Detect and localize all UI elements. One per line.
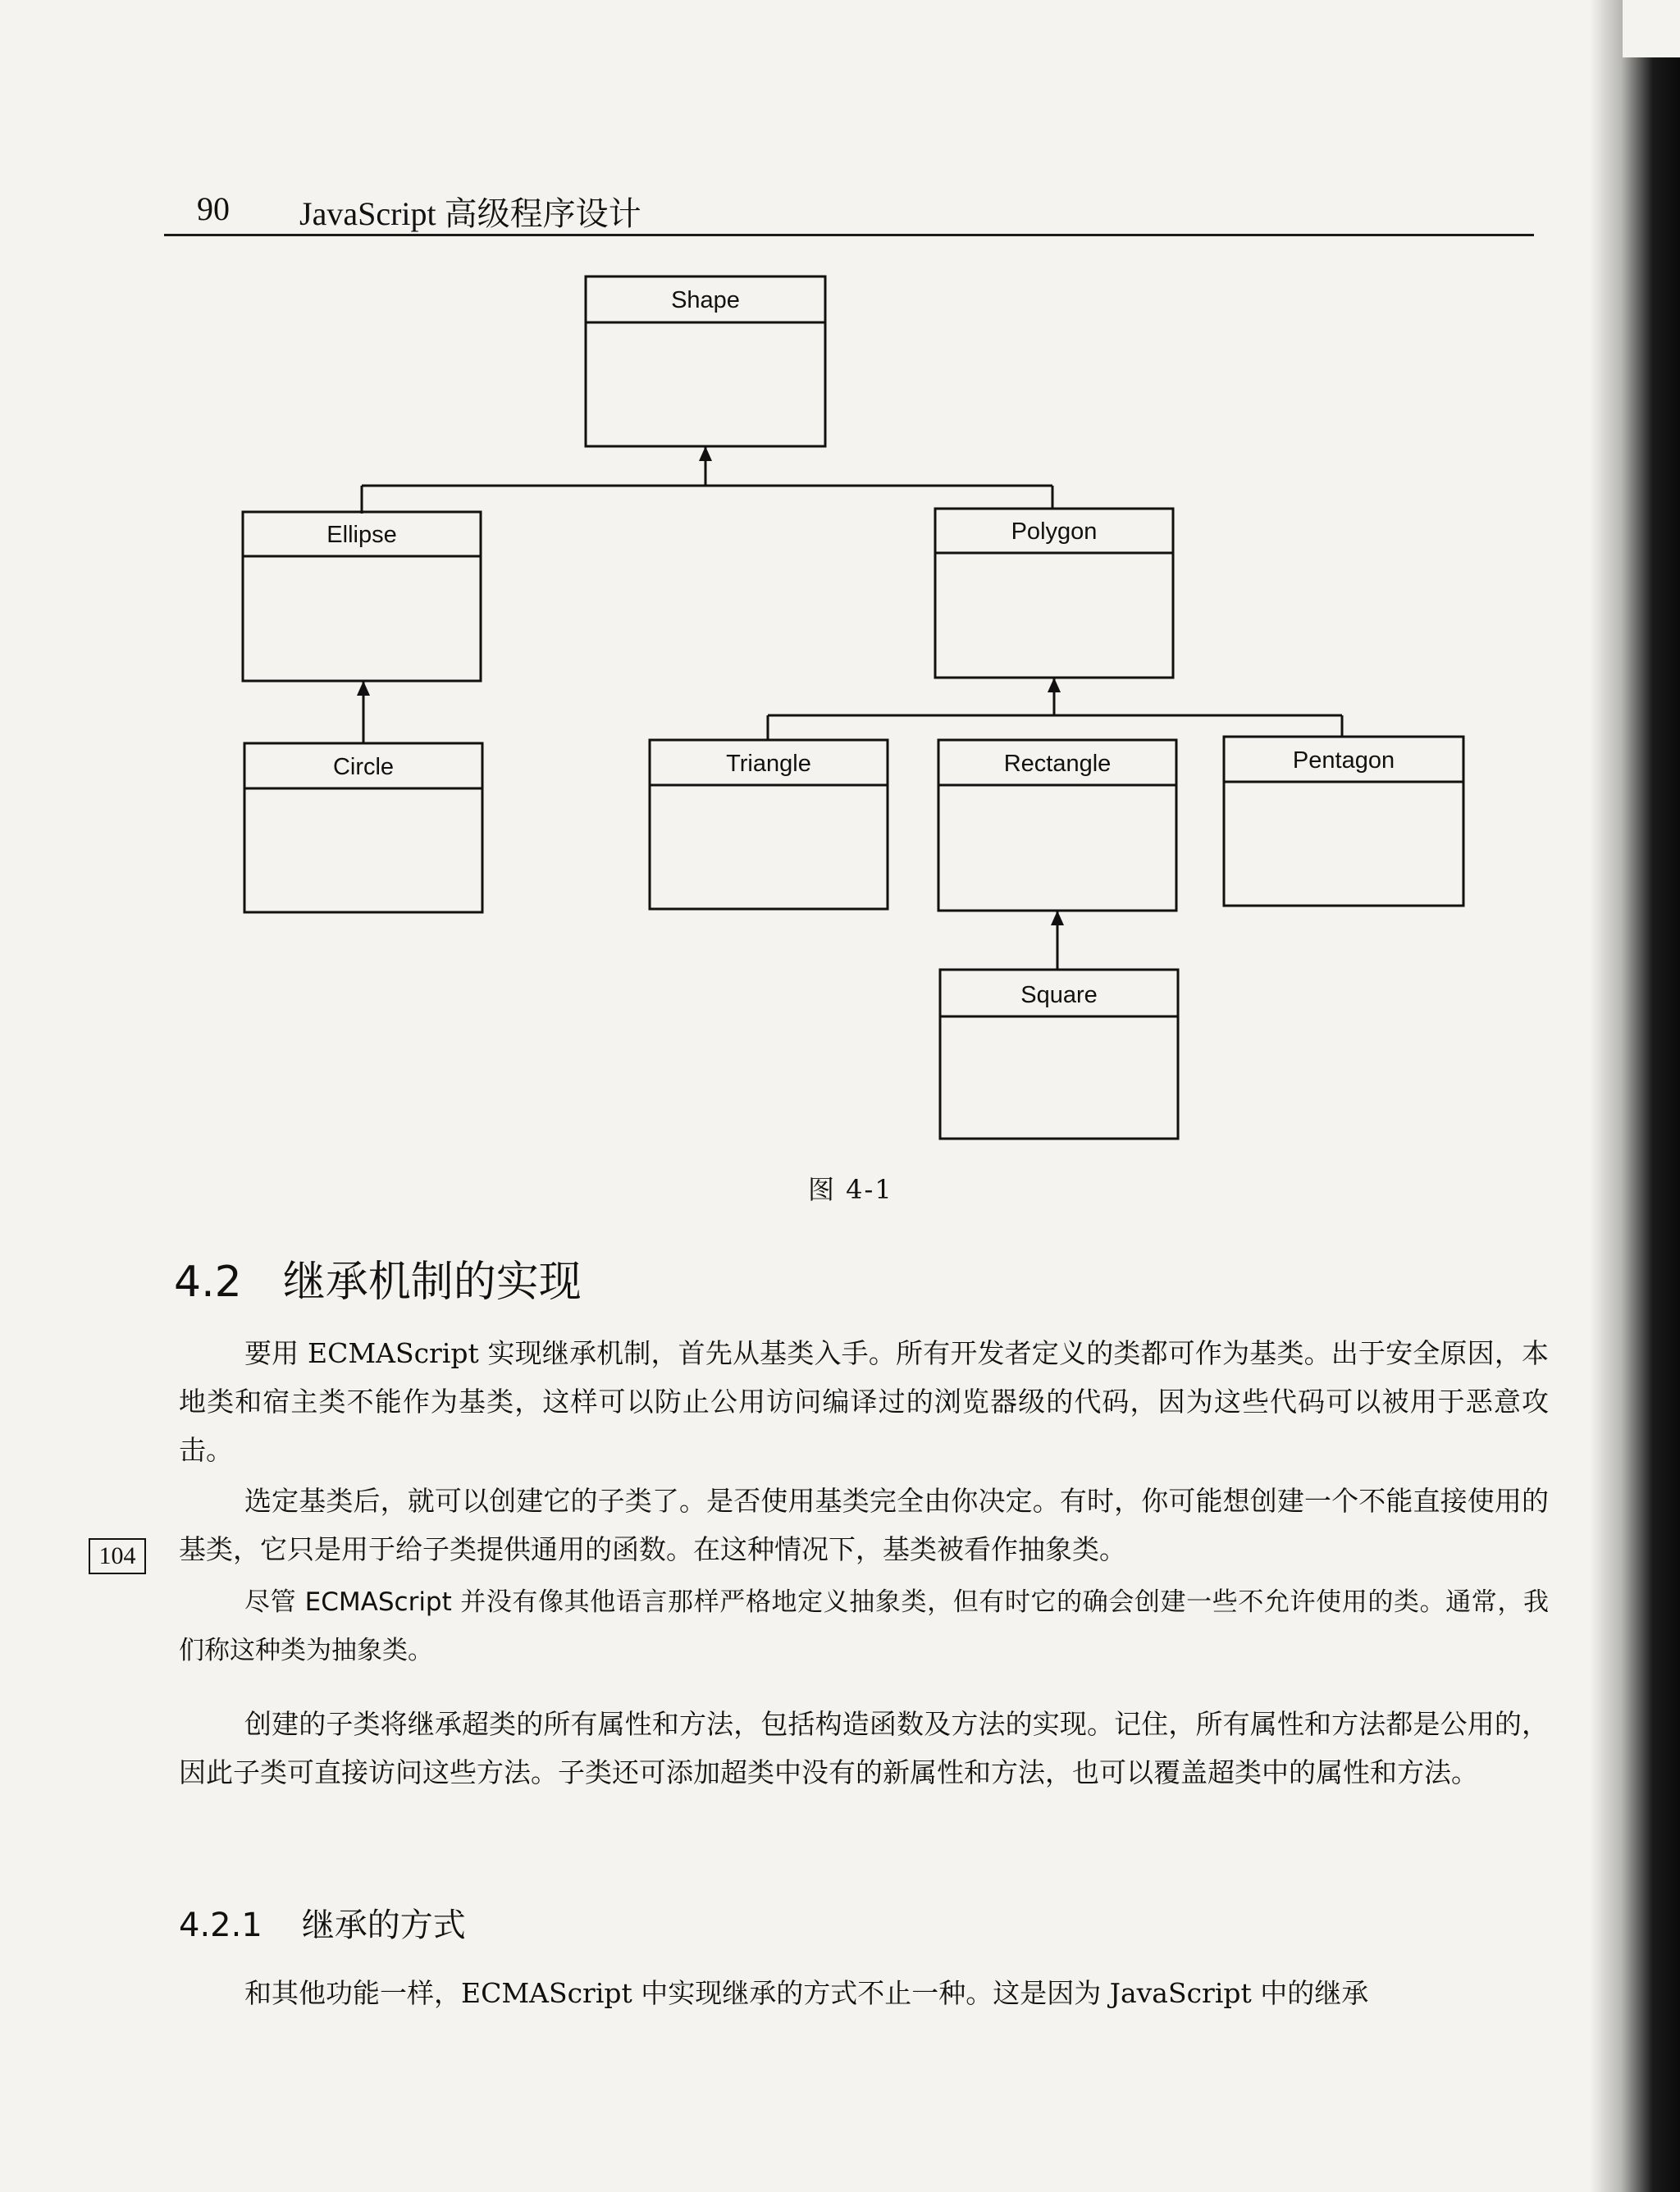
class-label-ellipse: Ellipse xyxy=(326,522,397,548)
section-number: 4.2 xyxy=(174,1258,242,1307)
class-label-circle: Circle xyxy=(332,754,395,780)
arrowhead-rectangle xyxy=(1051,911,1064,925)
class-label-rectangle: Rectangle xyxy=(1003,751,1112,777)
paragraph-2: 选定基类后，就可以创建它的子类了。是否使用基类完全由你决定。有时，你可能想创建一个不能直接使用的基类，它只是用于给子类提供通用的函数。在这种情况下，基类被看作抽象类。 xyxy=(179,1485,1549,1565)
page-number: 90 xyxy=(197,190,230,227)
arrowhead-polygon xyxy=(1048,678,1061,692)
margin-page-reference: 104 xyxy=(89,1538,146,1574)
subsection-number: 4.2.1 xyxy=(179,1907,262,1944)
section-title: 继承机制的实现 xyxy=(282,1258,582,1307)
paragraph-1: 要用 ECMAScript 实现继承机制，首先从基类入手。所有开发者定义的类都可作为基类。出于安全原因，本地类和宿主类不能作为基类，这样可以防止公用访问编译过的浏览器级的代码，因为这些代码可以被用于恶意攻击。 xyxy=(179,1337,1549,1466)
subsection-title: 继承的方式 xyxy=(301,1907,466,1944)
paragraph-3: 创建的子类将继承超类的所有属性和方法，包括构造函数及方法的实现。记住，所有属性和方法都是公用的，因此子类可直接访问这些方法。子类还可添加超类中没有的新属性和方法，也可以覆盖超类中的属性和方法。 xyxy=(179,1708,1549,1788)
arrowhead-ellipse xyxy=(357,681,370,696)
class-label-polygon: Polygon xyxy=(1011,518,1098,545)
running-title: JavaScript 高级程序设计 xyxy=(299,195,641,232)
class-label-shape: Shape xyxy=(671,287,740,313)
paragraph-note: 尽管 ECMAScript 并没有像其他语言那样严格地定义抽象类，但有时它的确会创建一些不允许使用的类。通常，我们称这种类为抽象类。 xyxy=(179,1587,1549,1665)
class-label-square: Square xyxy=(1020,982,1098,1008)
class-label-triangle: Triangle xyxy=(726,751,811,777)
arrowhead-shape xyxy=(699,446,712,461)
paragraph-4: 和其他功能一样，ECMAScript 中实现继承的方式不止一种。这是因为 JavaScript 中的继承 xyxy=(244,1977,1369,2009)
class-label-pentagon: Pentagon xyxy=(1292,747,1395,774)
figure-caption: 图 4-1 xyxy=(808,1174,893,1205)
section-heading xyxy=(174,1247,582,1308)
subsection-heading xyxy=(179,1899,466,1946)
